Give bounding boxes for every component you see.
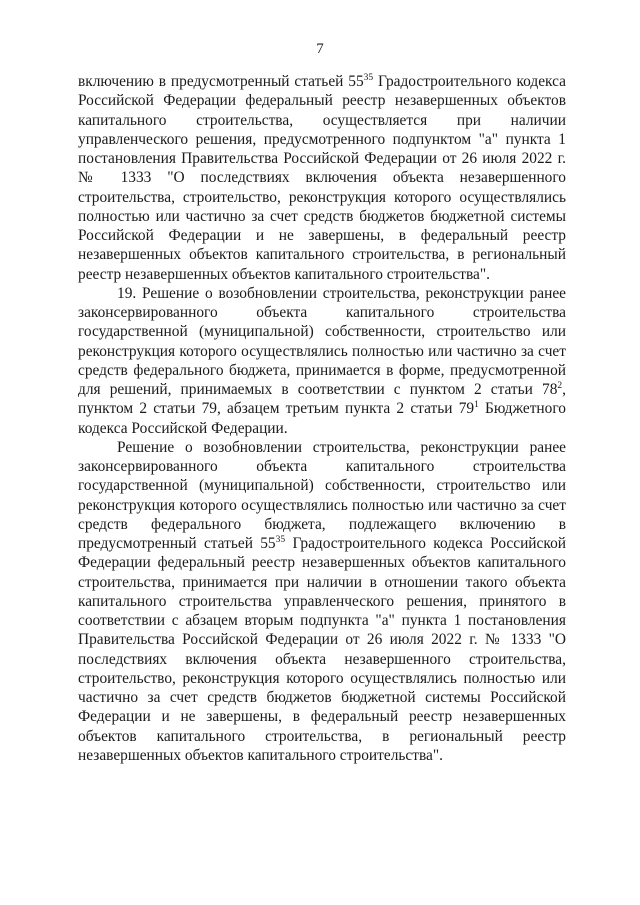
paragraph-text: , пунктом 2 статьи 79, абзацем третьим пункта 2 статьи 79 [78, 381, 566, 418]
superscript: 1 [474, 400, 479, 411]
paragraph-text: Градостроительного кодекса Российской Федерации федеральный реестр незавершенных объектов капитального строительства, принимается при наличии в отношении такого объекта капитального строительства управленческого решения, принятого в соответствии с абзацем вторым подпункта "а" пункта 1 постановления Правительства Российской Федерации от 26 июля 2022 г. № 1333 "О последствиях включения объекта незавершенного строительства, строительство, реконструкция которого осуществлялись полностью или частично за счет средств бюджетов бюджетной системы Российской Федерации и не завершены, в федеральный реестр незавершенных объектов капитального строительства, в региональный реестр незавершенных объектов капитального строительства". [78, 535, 567, 764]
paragraph-text: Градостроительного кодекса Российской Федерации федеральный реестр незавершенных объектов капитального строительства, осуществляется при наличии управленческого решения, предусмотренного подпунктом "а" пункта 1 постановления Правительства Российской Федерации от 26 июля 2022 г. № 1333 "О последствиях включения объекта незавершенного строительства, строительство, реконструкция которого осуществлялись полностью или частично за счет средств бюджетов бюджетной системы Российской Федерации и не завершены, в федеральный реестр незавершенных объектов капитального строительства, в региональный реестр незавершенных объектов капитального строительства". [78, 73, 566, 283]
paragraph-text: 19. Решение о возобновлении строительства, реконструкции ранее законсервированного объекта капитального строительства государственной (муниципальной) собственности, строительство или реконструкция которого осуществлялись полностью или частично за счет средств федерального бюджета, принимается в форме, предусмотренной для решений, принимаемых в соответствии с пунктом 2 статьи 78 [78, 284, 566, 398]
superscript: 35 [275, 534, 286, 545]
paragraph-decision [78, 438, 566, 765]
page-number: 7 [316, 41, 324, 57]
superscript: 35 [363, 72, 374, 83]
body-text [78, 72, 566, 765]
paragraph-text: Бюджетного кодекса Российской Федерации. [78, 400, 566, 437]
superscript: 2 [557, 380, 563, 391]
paragraph-item-19 [78, 284, 566, 438]
paragraph-text: Решение о возобновлении строительства, реконструкции ранее законсервированного объекта капитального строительства государственной (муниципальной) собственности, строительство или реконструкция которого осуществлялись полностью или частично за счет средств федерального бюджета, подлежащего включению в предусмотренный статьей 55 [78, 438, 566, 552]
paragraph-text: включению в предусмотренный статьей 55 [78, 73, 364, 90]
paragraph-continuation [78, 72, 566, 284]
